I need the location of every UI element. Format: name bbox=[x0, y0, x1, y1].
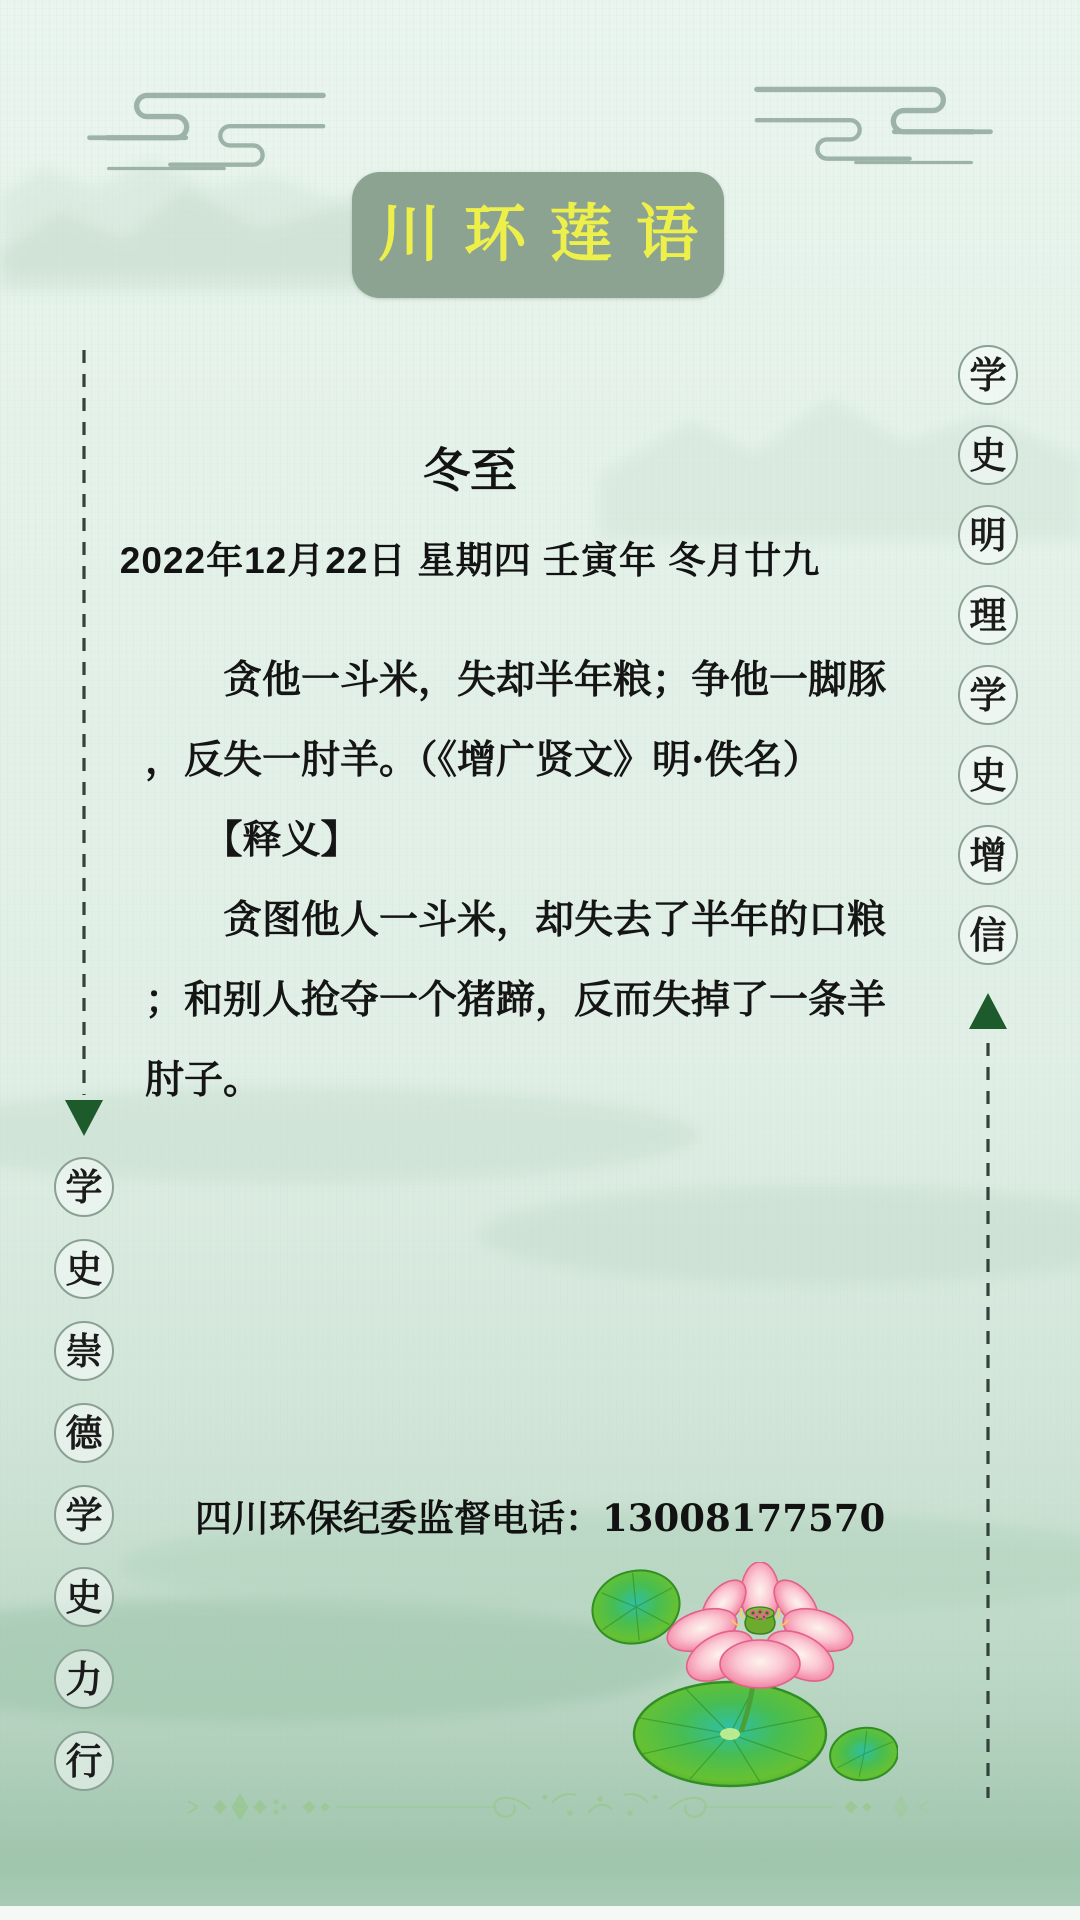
right-dashed-line bbox=[986, 1043, 990, 1798]
left-char-circle: 史 bbox=[54, 1239, 114, 1299]
body-line: 【释义】 bbox=[145, 817, 360, 863]
body-line: ，反失一肘羊。（《增广贤文》明·佚名） bbox=[145, 737, 822, 783]
date-line: 2022年12月22日 星期四 壬寅年 冬月廿九 bbox=[119, 540, 821, 581]
left-dashed-line bbox=[82, 350, 86, 1095]
body-line: ；和别人抢夺一个猪蹄，反而失掉了一条羊 bbox=[145, 977, 887, 1023]
left-char-circle: 德 bbox=[54, 1403, 114, 1463]
banner-title: 川环莲语 bbox=[377, 200, 722, 269]
lotus-flower bbox=[662, 1562, 858, 1691]
lily-pad bbox=[634, 1682, 826, 1786]
body-line: 贪他一斗米，失却半年粮；争他一脚豚 bbox=[145, 657, 887, 703]
left-char-circle: 行 bbox=[54, 1731, 114, 1791]
down-arrow-icon bbox=[65, 1100, 103, 1136]
title-banner bbox=[352, 172, 724, 298]
left-char-circle: 学 bbox=[54, 1157, 114, 1217]
lotus-illustration bbox=[582, 1562, 898, 1797]
left-char-circle: 力 bbox=[54, 1649, 114, 1709]
right-char-circle: 明 bbox=[958, 505, 1018, 565]
flourish-divider-icon bbox=[145, 1782, 935, 1832]
article-body bbox=[145, 640, 935, 1120]
body-line: 贪图他人一斗米，却失去了半年的口粮 bbox=[145, 897, 887, 943]
lotus-seed-pod bbox=[732, 1607, 788, 1634]
right-char-circle: 学 bbox=[958, 345, 1018, 405]
right-char-circle: 史 bbox=[958, 425, 1018, 485]
right-char-circle: 信 bbox=[958, 905, 1018, 965]
cloud-motif-icon bbox=[78, 86, 328, 176]
left-char-circle: 学 bbox=[54, 1485, 114, 1545]
up-arrow-icon bbox=[969, 993, 1007, 1029]
left-char-circle: 史 bbox=[54, 1567, 114, 1627]
right-char-circle: 学 bbox=[958, 665, 1018, 725]
lily-pad bbox=[827, 1724, 898, 1785]
right-char-circle: 理 bbox=[958, 585, 1018, 645]
supervision-phone-line: 四川环保纪委监督电话：13008177570 bbox=[195, 1496, 886, 1540]
body-line: 肘子。 bbox=[145, 1057, 263, 1103]
article-title: 冬至 bbox=[423, 444, 517, 497]
cloud-motif-icon bbox=[752, 80, 1002, 170]
left-char-circle: 崇 bbox=[54, 1321, 114, 1381]
bottom-white-strip bbox=[0, 1906, 1080, 1920]
right-char-circle: 增 bbox=[958, 825, 1018, 885]
right-char-circle: 史 bbox=[958, 745, 1018, 805]
